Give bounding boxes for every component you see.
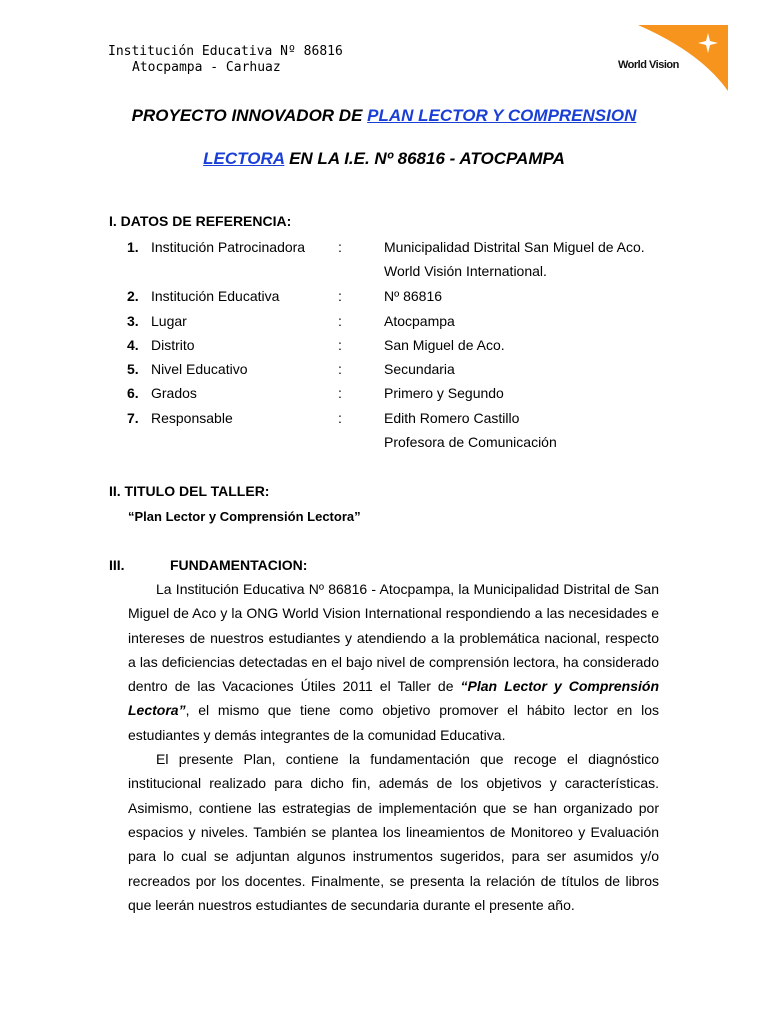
- row-label: Lugar: [151, 313, 187, 329]
- school-name: Institución Educativa Nº 86816: [108, 44, 343, 59]
- logo-text: World Vision: [618, 59, 679, 71]
- row-value: San Miguel de Aco.: [384, 337, 505, 353]
- school-location: Atocpampa - Carhuaz: [132, 60, 281, 75]
- paragraph-1-text-a: La Institución Educativa Nº 86816 - Atocpampa, la Municipalidad Distrital de San Miguel de Aco y la ONG World Vision International respondiendo a las necesidades e intereses de nuestros estudiantes y atendiendo a la problemática nacional, respecto a las deficiencias detectadas en el bajo nivel de comprensión lectora, ha considerado dentro de las Vacaciones Útiles 2011 el Taller de: [128, 581, 659, 695]
- row-label: Institución Educativa: [151, 288, 280, 304]
- row-value: Municipalidad Distrital San Miguel de Aco.: [384, 239, 645, 255]
- paragraph-1: [128, 577, 659, 747]
- title-part-2: EN LA I.E. Nº 86816 - ATOCPAMPA: [284, 149, 565, 168]
- row-number: 4.: [127, 337, 139, 353]
- row-value: Edith Romero Castillo: [384, 410, 520, 426]
- row-label: Responsable: [151, 410, 233, 426]
- row-number: 3.: [127, 313, 139, 329]
- row-number: 5.: [127, 361, 139, 377]
- row-colon: :: [338, 361, 342, 377]
- paragraph-2: El presente Plan, contiene la fundamentación que recoge el diagnóstico institucional realizado para dicho fin, además de los objetivos y características. Asimismo, contiene las estrategias de implementación que se han organizado por espacios y niveles. También se plantea los lineamientos de Monitoreo y Evaluación para lo cual se adjuntan algunos instrumentos sugeridos, para ser asumidos y/o recreados por los docentes. Finalmente, se presenta la relación de títulos de libros que leerán nuestros estudiantes de secundaria durante el presente año.: [128, 751, 659, 913]
- section-heading-3: FUNDAMENTACION:: [170, 557, 308, 573]
- row-colon: :: [338, 239, 342, 255]
- title-highlight-2: LECTORA: [203, 149, 285, 168]
- fundamentacion-text: [128, 577, 659, 917]
- section-heading-1: I. DATOS DE REFERENCIA:: [109, 213, 292, 229]
- row-number: 6.: [127, 385, 139, 401]
- row-number: 7.: [127, 410, 139, 426]
- section-heading-3-num: III.: [109, 557, 125, 573]
- row-colon: :: [338, 385, 342, 401]
- row-colon: :: [338, 313, 342, 329]
- paragraph-1-emphasis: “Plan Lector y Comprensión Lectora”: [128, 678, 659, 719]
- row-number: 2.: [127, 288, 139, 304]
- row-value: Primero y Segundo: [384, 385, 504, 401]
- world-vision-logo: [618, 25, 728, 91]
- title-part: PROYECTO INNOVADOR DE: [131, 106, 368, 125]
- row-number: 1.: [127, 239, 139, 255]
- title-highlight: PLAN LECTOR Y COMPRENSION: [367, 106, 637, 125]
- page-title-line1: [0, 106, 768, 126]
- school-header: [108, 44, 343, 76]
- paragraph-1-text-c: , el mismo que tiene como objetivo promover el hábito lector en los estudiantes y demás integrantes de la comunidad Educativa.: [128, 702, 659, 743]
- row-value-secondary: World Visión International.: [384, 263, 547, 279]
- row-label: Institución Patrocinadora: [151, 239, 306, 255]
- row-label: Nivel Educativo: [151, 361, 248, 377]
- workshop-title: “Plan Lector y Comprensión Lectora”: [128, 509, 361, 524]
- row-label: Grados: [151, 385, 197, 401]
- row-value-secondary: Profesora de Comunicación: [384, 434, 557, 450]
- page-title-line2: [0, 149, 768, 169]
- section-heading-2: II. TITULO DEL TALLER:: [109, 483, 270, 499]
- world-vision-logo-shape: [618, 25, 728, 91]
- row-colon: :: [338, 410, 342, 426]
- row-value: Nº 86816: [384, 288, 443, 304]
- row-colon: :: [338, 288, 342, 304]
- row-colon: :: [338, 337, 342, 353]
- row-label: Distrito: [151, 337, 195, 353]
- row-value: Atocpampa: [384, 313, 455, 329]
- row-value: Secundaria: [384, 361, 455, 377]
